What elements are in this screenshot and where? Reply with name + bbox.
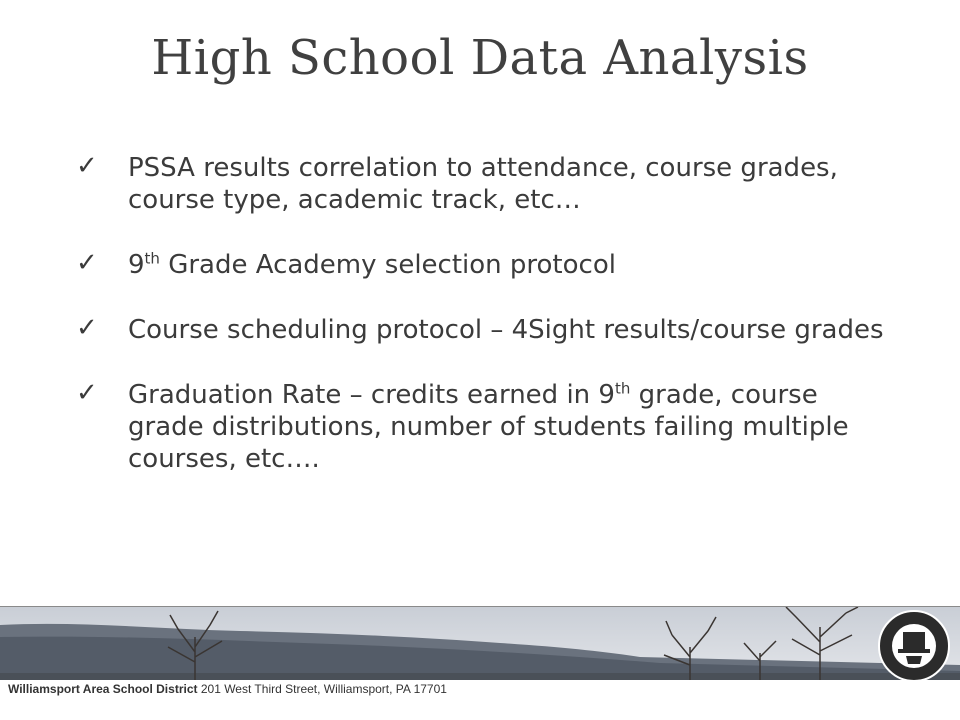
mountain-landscape-image xyxy=(0,607,960,682)
checkmark-icon: ✓ xyxy=(76,378,98,408)
district-address: 201 West Third Street, Williamsport, PA 17701 xyxy=(200,682,447,696)
landscape-banner xyxy=(0,606,960,682)
district-name: Williamsport Area School District xyxy=(8,682,198,696)
millionaires-logo xyxy=(876,608,952,684)
slide-title: High School Data Analysis xyxy=(151,30,809,86)
footer-address-line xyxy=(8,682,447,696)
bullet-item xyxy=(74,314,894,346)
bullet-text: Graduation Rate – credits earned in 9th grade, course grade distributions, number of students failing multiple courses, etc…. xyxy=(128,379,849,474)
checkmark-icon: ✓ xyxy=(76,313,98,343)
bullet-text: Course scheduling protocol – 4Sight results/course grades xyxy=(128,315,884,345)
bullet-item xyxy=(74,379,894,475)
footer xyxy=(0,680,960,720)
bullet-text: 9th Grade Academy selection protocol xyxy=(128,249,616,280)
checkmark-icon: ✓ xyxy=(76,248,98,278)
bullet-item xyxy=(74,249,894,281)
bullet-text: PSSA results correlation to attendance, course grades, course type, academic track, etc… xyxy=(128,153,838,215)
bullet-item xyxy=(74,152,894,216)
bullet-list xyxy=(74,152,894,508)
checkmark-icon: ✓ xyxy=(76,151,98,181)
